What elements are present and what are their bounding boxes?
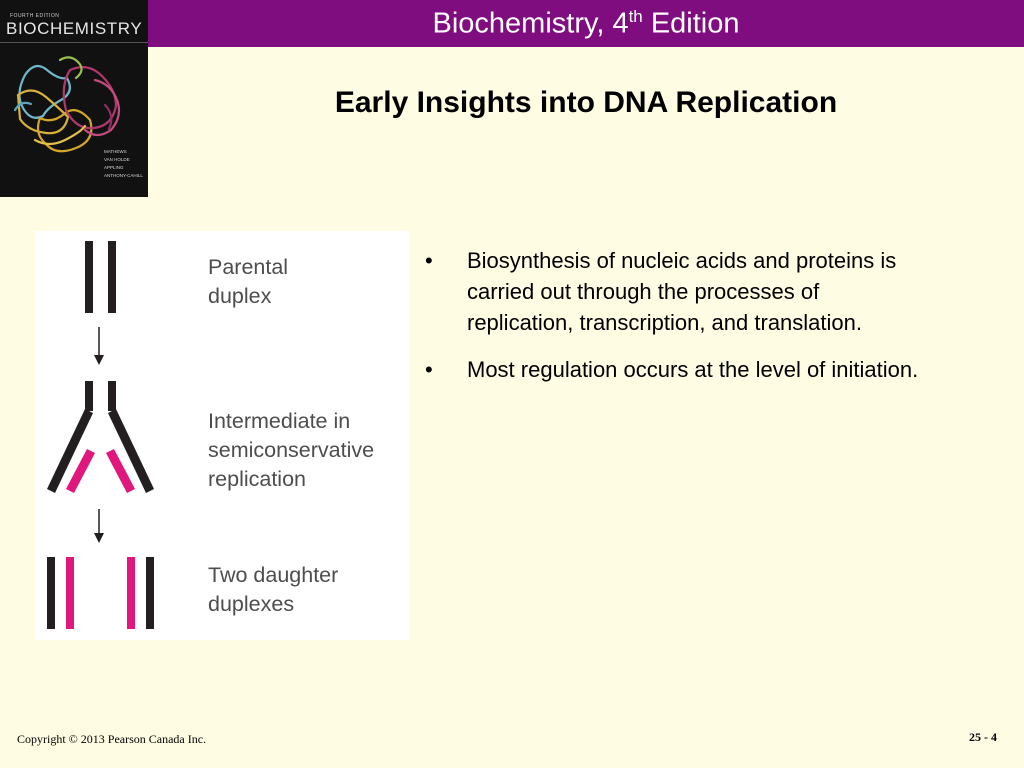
cover-edition: FOURTH EDITION: [10, 13, 60, 19]
daughter-2-old-strand: [146, 557, 154, 629]
daughter-2-new-strand: [127, 557, 135, 629]
bullet-item: • Biosynthesis of nucleic acids and proteins is carried out through the processes of replication, transcription, and translation.: [425, 245, 925, 338]
cover-title: BIOCHEMISTRY: [6, 19, 143, 38]
header-title: Biochemistry, 4th Edition: [432, 7, 740, 40]
label-parental-duplex: Parental duplex: [208, 255, 289, 308]
bullet-dot: •: [425, 248, 433, 273]
daughter-1-old-strand: [47, 557, 55, 629]
parental-strand-right: [108, 241, 116, 313]
intermediate-stem-right: [108, 381, 116, 411]
parental-strand-left: [85, 241, 93, 313]
daughter-1-new-strand: [66, 557, 74, 629]
bullet-dot: •: [425, 357, 433, 382]
replication-figure: [35, 231, 410, 640]
label-intermediate: Intermediate in semiconservative replication: [208, 409, 375, 491]
bullet-list: [425, 245, 925, 401]
label-daughter-duplexes: Two daughter duplexes: [208, 563, 339, 616]
bullet-item: • Most regulation occurs at the level of initiation.: [425, 354, 925, 385]
intermediate-stem-left: [85, 381, 93, 411]
slide-number: 25 - 4: [969, 730, 997, 744]
arrow-1-head: [94, 355, 104, 365]
cover-authors: MATHEWS VAN HOLDE APPLING ANTHONY-CAHILL: [104, 149, 143, 178]
book-cover: [0, 0, 148, 197]
copyright-footer: Copyright © 2013 Pearson Canada Inc.: [17, 732, 207, 746]
arrow-2-head: [94, 533, 104, 543]
page-title: Early Insights into DNA Replication: [334, 86, 838, 119]
